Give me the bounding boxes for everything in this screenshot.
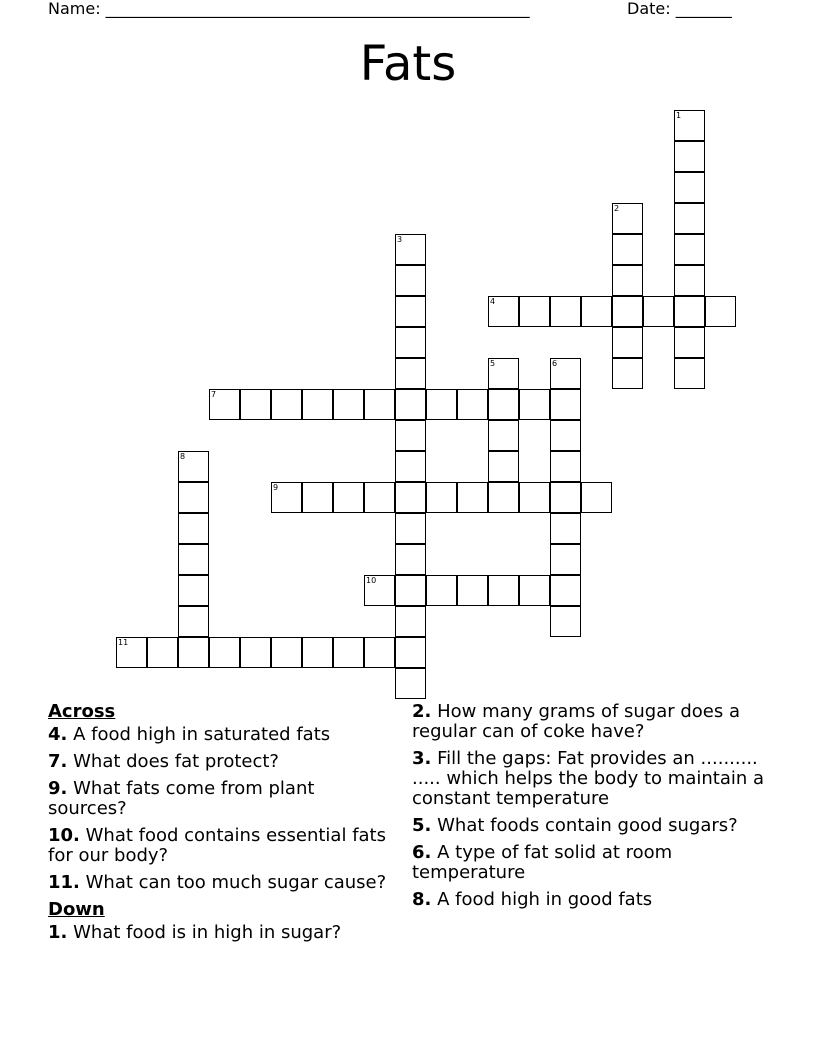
crossword-cell[interactable] <box>674 203 705 234</box>
crossword-cell[interactable] <box>457 389 488 420</box>
crossword-cell[interactable] <box>364 389 395 420</box>
clue-text: Fill the gaps: Fat provides an .......... ..... which helps the body to maintain a constant temperature <box>412 748 765 809</box>
crossword-cell[interactable] <box>178 451 209 482</box>
crossword-cell[interactable] <box>302 482 333 513</box>
clue-text: What food contains essential fats for our body? <box>48 825 386 866</box>
down-heading: Down <box>48 899 105 920</box>
crossword-cell[interactable] <box>550 451 581 482</box>
crossword-cell[interactable] <box>674 265 705 296</box>
crossword-cell[interactable] <box>519 575 550 606</box>
crossword-cell[interactable] <box>395 606 426 637</box>
crossword-cell[interactable] <box>674 234 705 265</box>
crossword-cell[interactable] <box>705 296 736 327</box>
clue-number: 9. <box>48 778 68 799</box>
crossword-cell[interactable] <box>116 637 147 668</box>
crossword-cell[interactable] <box>178 575 209 606</box>
clue-text: What does fat protect? <box>73 751 279 772</box>
crossword-cell[interactable] <box>271 637 302 668</box>
crossword-cell[interactable] <box>395 513 426 544</box>
crossword-cell[interactable] <box>612 203 643 234</box>
clue-text: What fats come from plant sources? <box>48 778 315 819</box>
crossword-cell[interactable] <box>581 482 612 513</box>
crossword-cell[interactable] <box>550 575 581 606</box>
crossword-cell[interactable] <box>488 575 519 606</box>
crossword-cell[interactable] <box>488 451 519 482</box>
crossword-cell[interactable] <box>612 296 643 327</box>
clue-number-label: 11 <box>118 638 129 647</box>
clue-text: What food is in high in sugar? <box>73 922 342 943</box>
crossword-cell[interactable] <box>550 389 581 420</box>
clue-number-label: 6 <box>552 359 558 368</box>
crossword-cell[interactable] <box>488 420 519 451</box>
crossword-cell[interactable] <box>209 389 240 420</box>
clue-number-label: 1 <box>676 111 682 120</box>
crossword-cell[interactable] <box>395 234 426 265</box>
crossword-cell[interactable] <box>178 544 209 575</box>
clue-text: What can too much sugar cause? <box>85 872 387 893</box>
crossword-cell[interactable] <box>550 606 581 637</box>
crossword-cell[interactable] <box>178 606 209 637</box>
date-field[interactable]: Date: _______ <box>627 0 732 18</box>
crossword-cell[interactable] <box>488 389 519 420</box>
clue-down-5 <box>412 816 772 836</box>
crossword-cell[interactable] <box>581 296 612 327</box>
name-field[interactable]: Name: _____________________________________________________ <box>48 0 530 18</box>
crossword-cell[interactable] <box>271 389 302 420</box>
crossword-cell[interactable] <box>674 172 705 203</box>
crossword-cell[interactable] <box>395 575 426 606</box>
clue-number-label: 5 <box>490 359 496 368</box>
crossword-cell[interactable] <box>395 668 426 699</box>
clue-across-4 <box>48 725 398 745</box>
clue-number: 8. <box>412 889 432 910</box>
crossword-cell[interactable] <box>302 389 333 420</box>
crossword-cell[interactable] <box>550 544 581 575</box>
crossword-cell[interactable] <box>178 482 209 513</box>
crossword-cell[interactable] <box>457 575 488 606</box>
crossword-cell[interactable] <box>333 482 364 513</box>
clue-number: 7. <box>48 751 68 772</box>
crossword-cell[interactable] <box>519 482 550 513</box>
crossword-cell[interactable] <box>612 358 643 389</box>
clues-column-right <box>412 702 772 917</box>
crossword-cell[interactable] <box>395 544 426 575</box>
crossword-cell[interactable] <box>550 482 581 513</box>
crossword-cell[interactable] <box>674 358 705 389</box>
clue-number-label: 8 <box>180 452 186 461</box>
clue-number-label: 4 <box>490 297 496 306</box>
clue-number: 11. <box>48 872 80 893</box>
crossword-cell[interactable] <box>302 637 333 668</box>
clue-down-8 <box>412 890 772 910</box>
clues-column-left <box>48 702 398 950</box>
crossword-cell[interactable] <box>612 327 643 358</box>
crossword-cell[interactable] <box>643 296 674 327</box>
crossword-cell[interactable] <box>426 389 457 420</box>
clue-down-6 <box>412 843 772 883</box>
crossword-cell[interactable] <box>612 234 643 265</box>
crossword-cell[interactable] <box>240 637 271 668</box>
crossword-cell[interactable] <box>395 451 426 482</box>
crossword-cell[interactable] <box>147 637 178 668</box>
clue-down-3 <box>412 749 772 809</box>
crossword-cell[interactable] <box>550 358 581 389</box>
clue-down-1 <box>48 923 398 943</box>
crossword-cell[interactable] <box>674 110 705 141</box>
crossword-cell[interactable] <box>550 296 581 327</box>
page-title: Fats <box>359 36 457 92</box>
crossword-cell[interactable] <box>178 637 209 668</box>
across-heading: Across <box>48 701 116 722</box>
clue-number: 2. <box>412 701 432 722</box>
clue-number-label: 3 <box>397 235 403 244</box>
clue-text: A food high in good fats <box>437 889 653 910</box>
crossword-cell[interactable] <box>488 296 519 327</box>
crossword-cell[interactable] <box>395 420 426 451</box>
crossword-cell[interactable] <box>240 389 271 420</box>
clue-text: A type of fat solid at room temperature <box>412 842 673 883</box>
clue-text: A food high in saturated fats <box>73 724 331 745</box>
clue-number: 6. <box>412 842 432 863</box>
crossword-cell[interactable] <box>550 513 581 544</box>
clue-text: What foods contain good sugars? <box>437 815 738 836</box>
crossword-cell[interactable] <box>364 482 395 513</box>
crossword-cell[interactable] <box>364 637 395 668</box>
crossword-cell[interactable] <box>674 327 705 358</box>
crossword-cell[interactable] <box>426 482 457 513</box>
crossword-cell[interactable] <box>178 513 209 544</box>
crossword-cell[interactable] <box>395 637 426 668</box>
clue-across-7 <box>48 752 398 772</box>
crossword-cell[interactable] <box>395 296 426 327</box>
crossword-cell[interactable] <box>488 482 519 513</box>
clue-number-label: 9 <box>273 483 279 492</box>
clue-number-label: 7 <box>211 390 217 399</box>
crossword-cell[interactable] <box>674 296 705 327</box>
crossword-cell[interactable] <box>395 482 426 513</box>
crossword-cell[interactable] <box>333 389 364 420</box>
crossword-cell[interactable] <box>395 358 426 389</box>
crossword-cell[interactable] <box>333 637 364 668</box>
clue-down-2 <box>412 702 772 742</box>
clue-number: 10. <box>48 825 80 846</box>
crossword-cell[interactable] <box>550 420 581 451</box>
clue-number-label: 10 <box>366 576 377 585</box>
clue-across-11 <box>48 873 398 893</box>
clue-across-9 <box>48 779 398 819</box>
clue-number: 1. <box>48 922 68 943</box>
crossword-cell[interactable] <box>395 389 426 420</box>
crossword-cell[interactable] <box>519 296 550 327</box>
clue-number: 3. <box>412 748 432 769</box>
crossword-cell[interactable] <box>488 358 519 389</box>
crossword-cell[interactable] <box>519 389 550 420</box>
clue-number: 4. <box>48 724 68 745</box>
crossword-cell[interactable] <box>612 265 643 296</box>
clue-text: How many grams of sugar does a regular can of coke have? <box>412 701 741 742</box>
clue-across-10 <box>48 826 398 866</box>
clue-number-label: 2 <box>614 204 620 213</box>
crossword-cell[interactable] <box>674 141 705 172</box>
crossword-cell[interactable] <box>364 575 395 606</box>
crossword-cell[interactable] <box>457 482 488 513</box>
crossword-cell[interactable] <box>395 327 426 358</box>
crossword-cell[interactable] <box>271 482 302 513</box>
crossword-cell[interactable] <box>395 265 426 296</box>
crossword-cell[interactable] <box>209 637 240 668</box>
crossword-cell[interactable] <box>426 575 457 606</box>
clue-number: 5. <box>412 815 432 836</box>
